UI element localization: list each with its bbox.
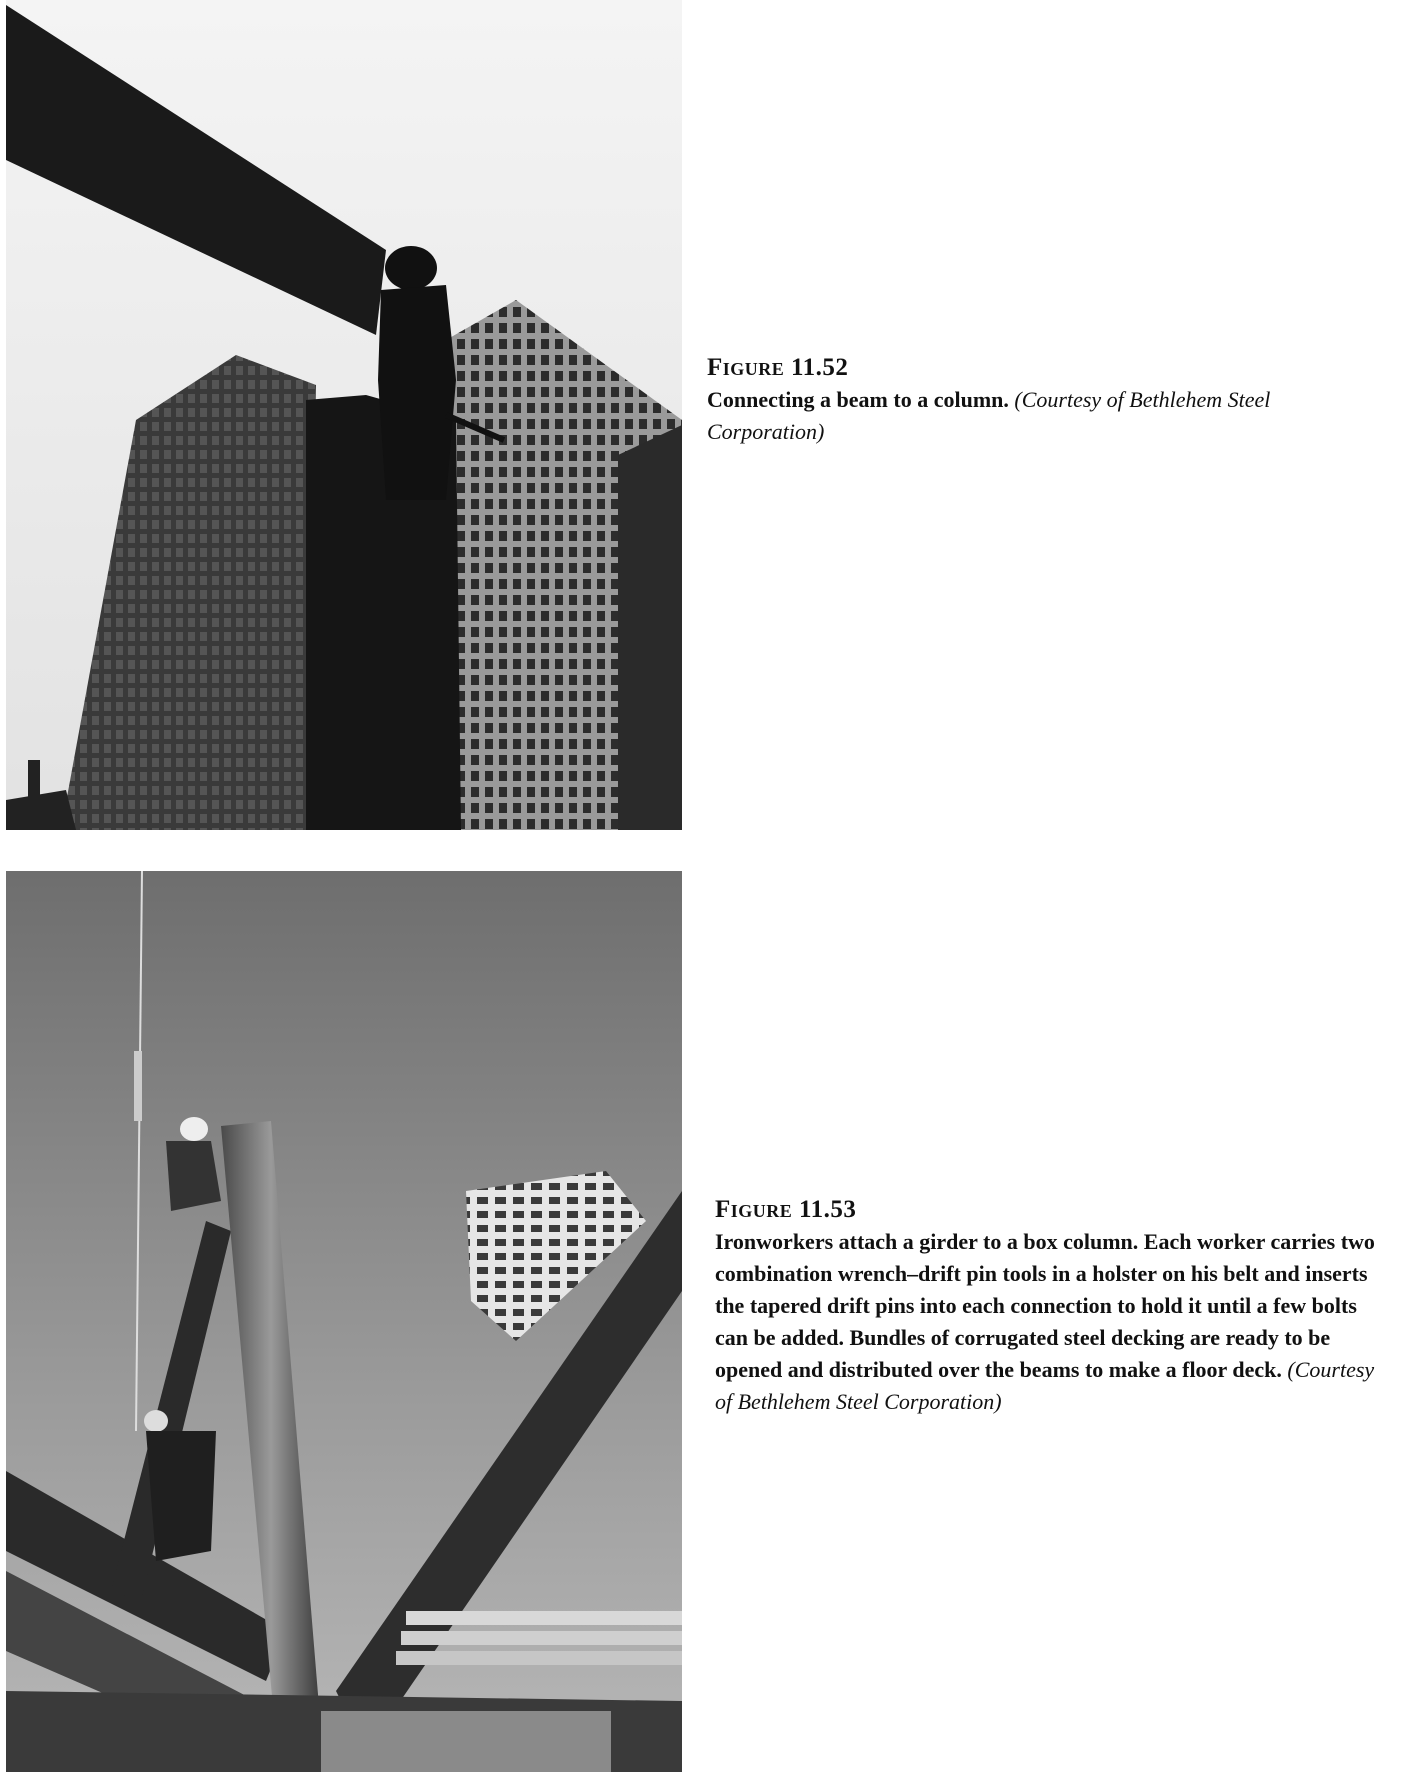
credit-text: (Courtesy of Bethlehem Steel Corporation) [715, 1357, 1375, 1414]
credit-text: (Courtesy of Bethlehem Steel Corporation) [707, 387, 1271, 444]
figure-11-52-caption [707, 352, 1327, 448]
caption-text: Ironworkers attach a girder to a box column. Each worker carries two combination wrench–drift pin tools in a holster on his belt and inserts the tapered drift pins into each connection to hold it until a few bolts can be added. Bundles of corrugated steel decking are ready to be opened and distributed over the beams to make a floor deck. [715, 1229, 1375, 1382]
figure-11-52-photo [6, 0, 682, 830]
caption-text: Connecting a beam to a column. [707, 387, 1009, 412]
figure-label: Figure 11.52 [707, 354, 849, 381]
figure-label: Figure 11.53 [715, 1196, 857, 1223]
figure-11-53-caption [715, 1194, 1395, 1418]
figure-11-53-photo [6, 871, 682, 1772]
